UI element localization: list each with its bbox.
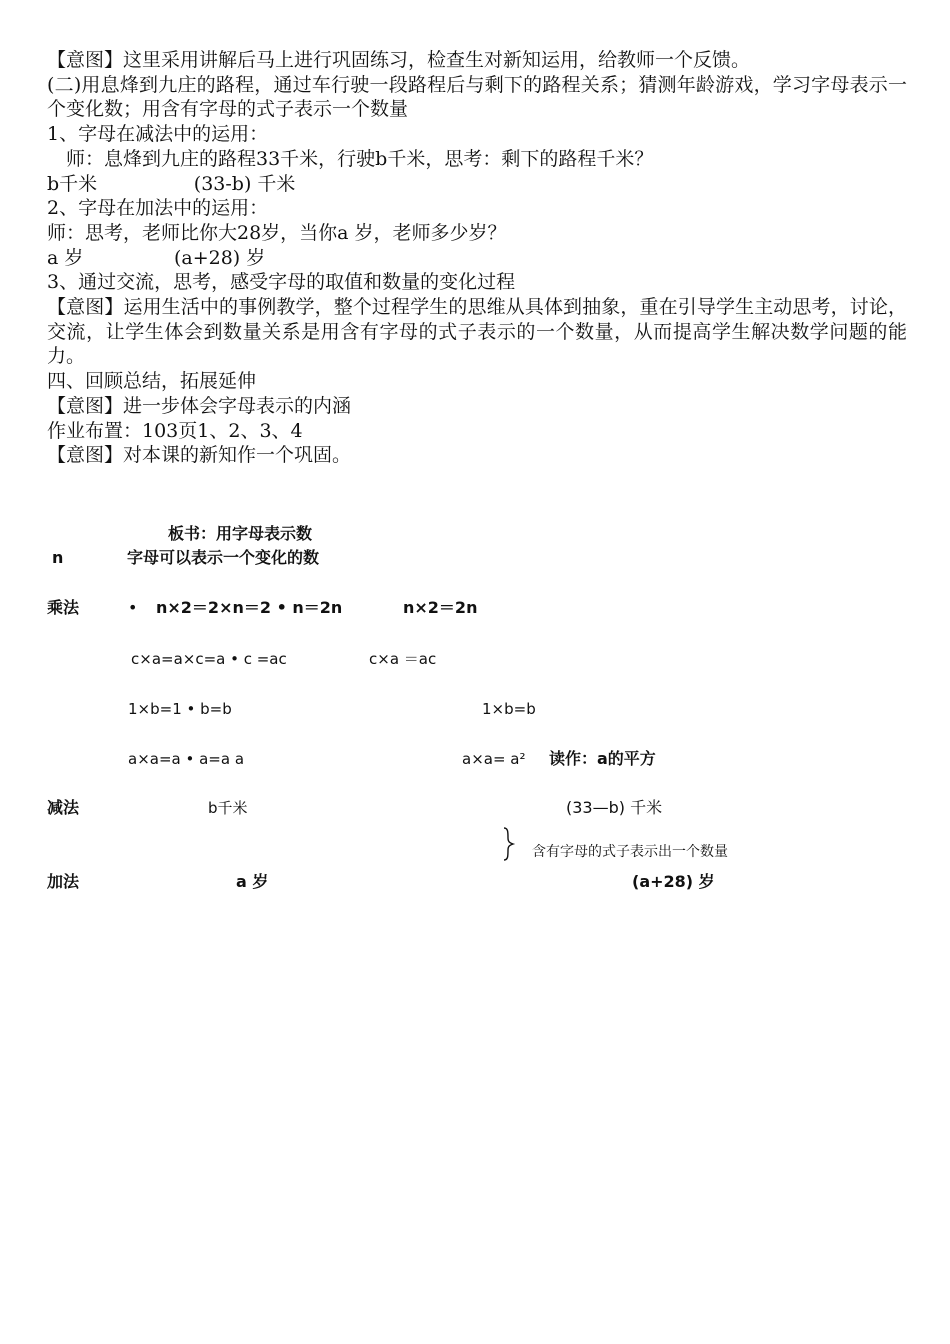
- addition-heading: 2、字母在加法中的运用：: [47, 197, 269, 220]
- board-title: 板书：用字母表示数: [168, 524, 313, 543]
- multiplication-bullet: •: [128, 598, 138, 617]
- addition-question: 师：思考，老师比你大28岁，当你a 岁，老师多少岁？: [47, 221, 507, 244]
- subtraction-heading: 1、字母在减法中的运用：: [47, 123, 269, 146]
- homework-line: 作业布置：103页1、2、3、4: [47, 419, 303, 442]
- subtraction-right-expression: (33—b) 千米: [566, 798, 663, 817]
- multiplication-equation-2-short: c×a ＝ac: [369, 650, 437, 668]
- multiplication-equation-4: a×a=a • a=a a: [128, 750, 245, 768]
- multiplication-equation-3-short: 1×b=b: [482, 700, 536, 718]
- subtraction-left-expression: b千米: [208, 799, 248, 817]
- multiplication-equation-1-short: n×2＝2n: [403, 598, 478, 617]
- brace-note: 含有字母的式子表示出一个数量: [532, 844, 728, 860]
- board-n-label: n: [52, 548, 64, 567]
- addition-left-expression: a 岁: [236, 872, 269, 891]
- exchange-heading: 3、通过交流，思考，感受字母的取值和数量的变化过程: [47, 271, 516, 294]
- section-four-heading: 四、回顾总结，拓展延伸: [47, 370, 257, 393]
- subtraction-label: 减法: [47, 798, 80, 817]
- multiplication-label: 乘法: [47, 598, 80, 617]
- subtraction-question: 师：息烽到九庄的路程33千米，行驶b千米，思考：剩下的路程千米？: [66, 147, 654, 170]
- addition-label: 加法: [47, 872, 80, 891]
- intent-note-3: 【意图】进一步体会字母表示的内涵: [47, 394, 352, 417]
- intent-note-1: 【意图】这里采用讲解后马上进行巩固练习，检查生对新知运用，给教师一个反馈。: [47, 49, 751, 71]
- multiplication-equation-1: n×2＝2×n＝2 • n＝2n: [156, 598, 343, 617]
- section-two-heading: (二)用息烽到九庄的路程，通过车行驶一段路程后与剩下的路程关系；猜测年龄游戏，学习字母表示一个变化数；用含有字母的式子表示一个数量: [47, 73, 907, 121]
- addition-right-expression: (a+28) 岁: [632, 872, 715, 891]
- addition-answer: a 岁 (a+28) 岁: [47, 246, 266, 269]
- multiplication-equation-3: 1×b=1 • b=b: [128, 700, 232, 718]
- read-as-label: 读作：a的平方: [549, 749, 656, 768]
- board-n-description: 字母可以表示一个变化的数: [127, 548, 320, 567]
- intent-note-4: 【意图】对本课的新知作一个巩固。: [47, 444, 352, 467]
- intent-note-2: 【意图】运用生活中的事例教学，整个过程学生的思维从具体到抽象，重在引导学生主动思考，讨论，交流，让学生体会到数量关系是用含有字母的式子表示的一个数量，从而提高学生解决数学问题的能力。: [47, 296, 907, 368]
- brace-icon: [498, 826, 518, 862]
- multiplication-equation-4-short: a×a= a²: [462, 750, 526, 768]
- multiplication-equation-2: c×a=a×c=a • c =ac: [131, 650, 287, 668]
- subtraction-answer: b千米 (33-b) 千米: [47, 172, 296, 195]
